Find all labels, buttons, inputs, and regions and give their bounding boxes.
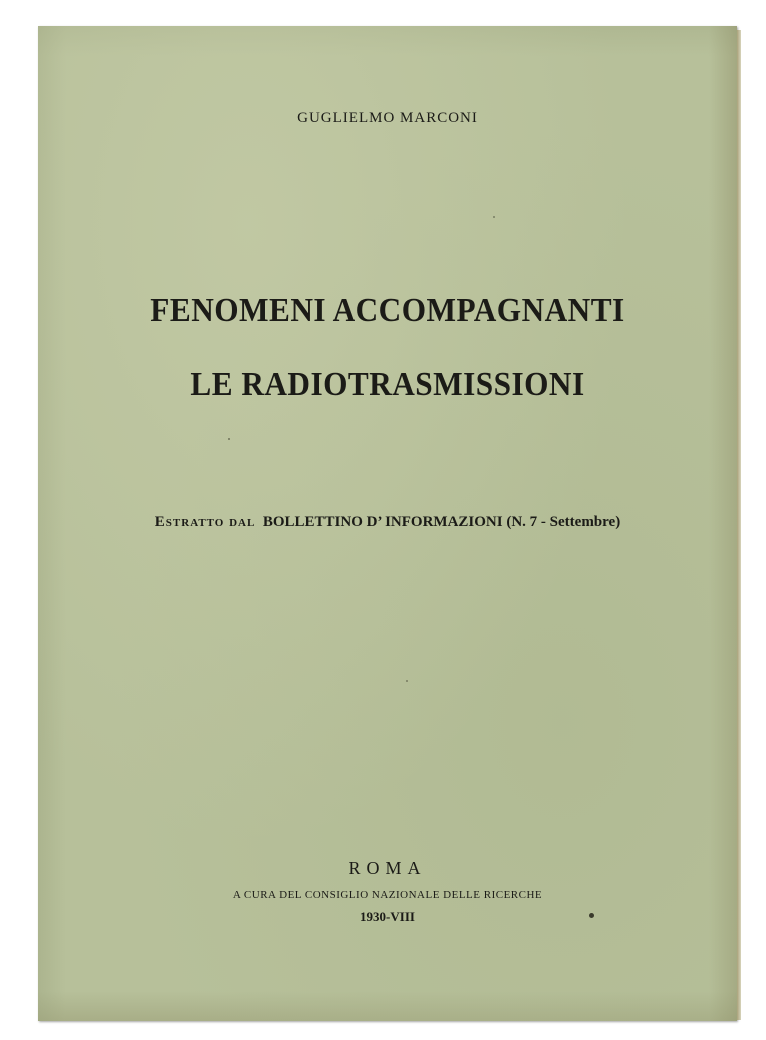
paper-speck xyxy=(589,913,594,918)
extract-source: BOLLETTINO D’ INFORMAZIONI (N. 7 - Settembre) xyxy=(262,514,621,530)
publication-year: 1930-VIII xyxy=(360,909,415,924)
cover-page-edge xyxy=(737,30,741,1020)
paper-speck xyxy=(228,438,230,440)
extract-note xyxy=(38,514,737,531)
booklet-cover xyxy=(38,26,737,1021)
title-line-2: LE RADIOTRASMISSIONI xyxy=(190,366,585,403)
paper-speck xyxy=(493,216,495,218)
author-name: GUGLIELMO MARCONI xyxy=(297,110,478,126)
extract-prefix: Estratto dal xyxy=(154,514,256,530)
publisher-line: A CURA DEL CONSIGLIO NAZIONALE DELLE RICERCHE xyxy=(232,889,543,901)
publication-place: ROMA xyxy=(348,858,427,878)
title-line-1: FENOMENI ACCOMPAGNANTI xyxy=(150,292,625,329)
paper-speck xyxy=(406,680,408,682)
